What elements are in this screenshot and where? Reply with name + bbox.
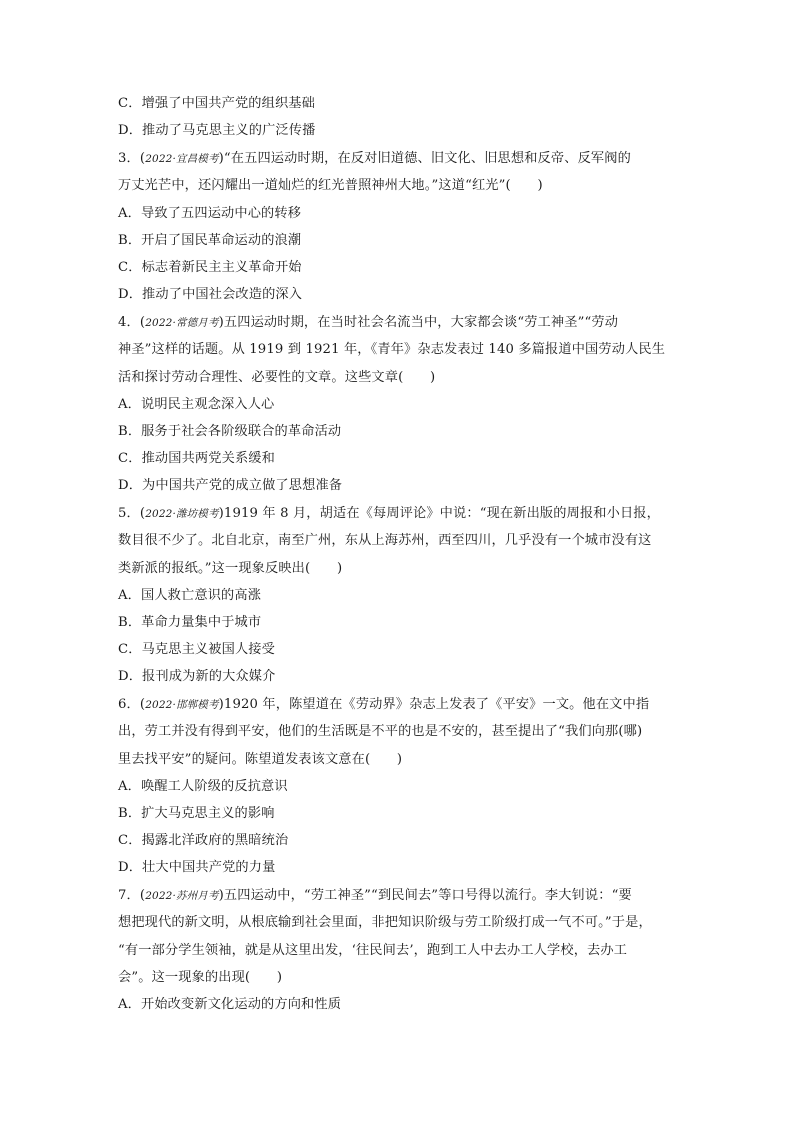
question-number: 6．( bbox=[118, 697, 146, 712]
q3-stem-text: )“在五四运动时期，在反对旧道德、旧文化、旧思想和反帝、反军阀的 bbox=[218, 151, 631, 166]
q7-option-a: A．开始改变新文化运动的方向和性质 bbox=[118, 997, 342, 1012]
question-source: 2022·宜昌模考 bbox=[145, 153, 219, 165]
q7-stem-line-3: “有一部分学生领袖，就是从这里出发，‘往民间去’，跑到工人中去办工人学校，去办工 bbox=[118, 943, 628, 958]
q6-option-d: D．壮大中国共产党的力量 bbox=[118, 860, 276, 875]
question-source: 2022·潍坊模考 bbox=[145, 508, 219, 520]
q4-option-d: D．为中国共产党的成立做了思想准备 bbox=[118, 478, 343, 493]
q7-stem-line-2: 想把现代的新文明，从根底输到社会里面，非把知识阶级与劳工阶级打成一气不可。”于是， bbox=[118, 915, 652, 930]
q6-option-c: C．揭露北洋政府的黑暗统治 bbox=[118, 833, 289, 848]
q3-option-d: D．推动了中国社会改造的深入 bbox=[118, 287, 303, 302]
q4-stem-line-3: 活和探讨劳动合理性、必要性的文章。这些文章( ) bbox=[118, 370, 436, 385]
q5-option-a: A．国人救亡意识的高涨 bbox=[118, 588, 262, 603]
q2-option-c: C．增强了中国共产党的组织基础 bbox=[118, 96, 315, 111]
q7-stem-line-1 bbox=[118, 887, 678, 905]
q6-stem-line-2: 出，劳工并没有得到平安，他们的生活既是不平的也是不安的，甚至提出了“我们向那(哪) bbox=[118, 724, 643, 739]
q5-stem-line-3: 类新派的报纸。”这一现象反映出( ) bbox=[118, 561, 343, 576]
q5-stem-line-2: 数目很不少了。北自北京，南至广州，东从上海苏州，西至四川，几乎没有一个城市没有这 bbox=[118, 533, 652, 548]
q5-option-d: D．报刊成为新的大众媒介 bbox=[118, 669, 276, 684]
q5-stem-text: )1919 年 8 月，胡适在《每周评论》中说：“现在新出版的周报和小日报， bbox=[218, 506, 660, 521]
q5-option-b: B．革命力量集中于城市 bbox=[118, 615, 262, 630]
question-source: 2022·苏州月考 bbox=[145, 890, 219, 902]
q6-stem-line-1 bbox=[118, 696, 678, 714]
question-source: 2022·邯郸模考 bbox=[145, 699, 219, 711]
question-number: 4．( bbox=[118, 315, 146, 330]
q6-stem-text: )1920 年，陈望道在《劳动界》杂志上发表了《平安》一文。他在文中指 bbox=[218, 697, 650, 712]
q5-stem-line-1 bbox=[118, 505, 678, 523]
q3-option-a: A．导致了五四运动中心的转移 bbox=[118, 206, 302, 221]
q6-option-b: B．扩大马克思主义的影响 bbox=[118, 806, 275, 821]
q4-option-a: A．说明民主观念深入人心 bbox=[118, 397, 275, 412]
q2-option-d: D．推动了马克思主义的广泛传播 bbox=[118, 123, 316, 138]
q3-stem-line-2: 万丈光芒中，还闪耀出一道灿烂的红光普照神州大地。”这道“红光”( ) bbox=[118, 178, 543, 193]
q5-option-c: C．马克思主义被国人接受 bbox=[118, 642, 275, 657]
q7-stem-line-4: 会”。这一现象的出现( ) bbox=[118, 970, 283, 985]
q6-option-a: A．唤醒工人阶级的反抗意识 bbox=[118, 779, 288, 794]
q7-stem-text: )五四运动中，“劳工神圣”“到民间去”等口号得以流行。李大钊说：“要 bbox=[218, 888, 632, 903]
question-number: 7．( bbox=[118, 888, 146, 903]
question-number: 5．( bbox=[118, 506, 146, 521]
q4-stem-line-2: 神圣”这样的话题。从 1919 到 1921 年，《青年》杂志发表过 140 多篇报道中国劳动人民生 bbox=[118, 342, 666, 357]
q3-option-c: C．标志着新民主主义革命开始 bbox=[118, 260, 302, 275]
q4-option-c: C．推动国共两党关系缓和 bbox=[118, 451, 275, 466]
question-source: 2022·常德月考 bbox=[145, 317, 219, 329]
q3-stem-line-1 bbox=[118, 150, 678, 168]
q4-stem-text: )五四运动时期，在当时社会名流当中，大家都会谈“劳工神圣”“劳动 bbox=[218, 315, 619, 330]
q6-stem-line-3: 里去找平安”的疑问。陈望道发表该文意在( ) bbox=[118, 752, 403, 767]
q4-option-b: B．服务于社会各阶级联合的革命活动 bbox=[118, 424, 342, 439]
question-number: 3．( bbox=[118, 151, 146, 166]
q3-option-b: B．开启了国民革命运动的浪潮 bbox=[118, 233, 302, 248]
q4-stem-line-1 bbox=[118, 314, 678, 332]
